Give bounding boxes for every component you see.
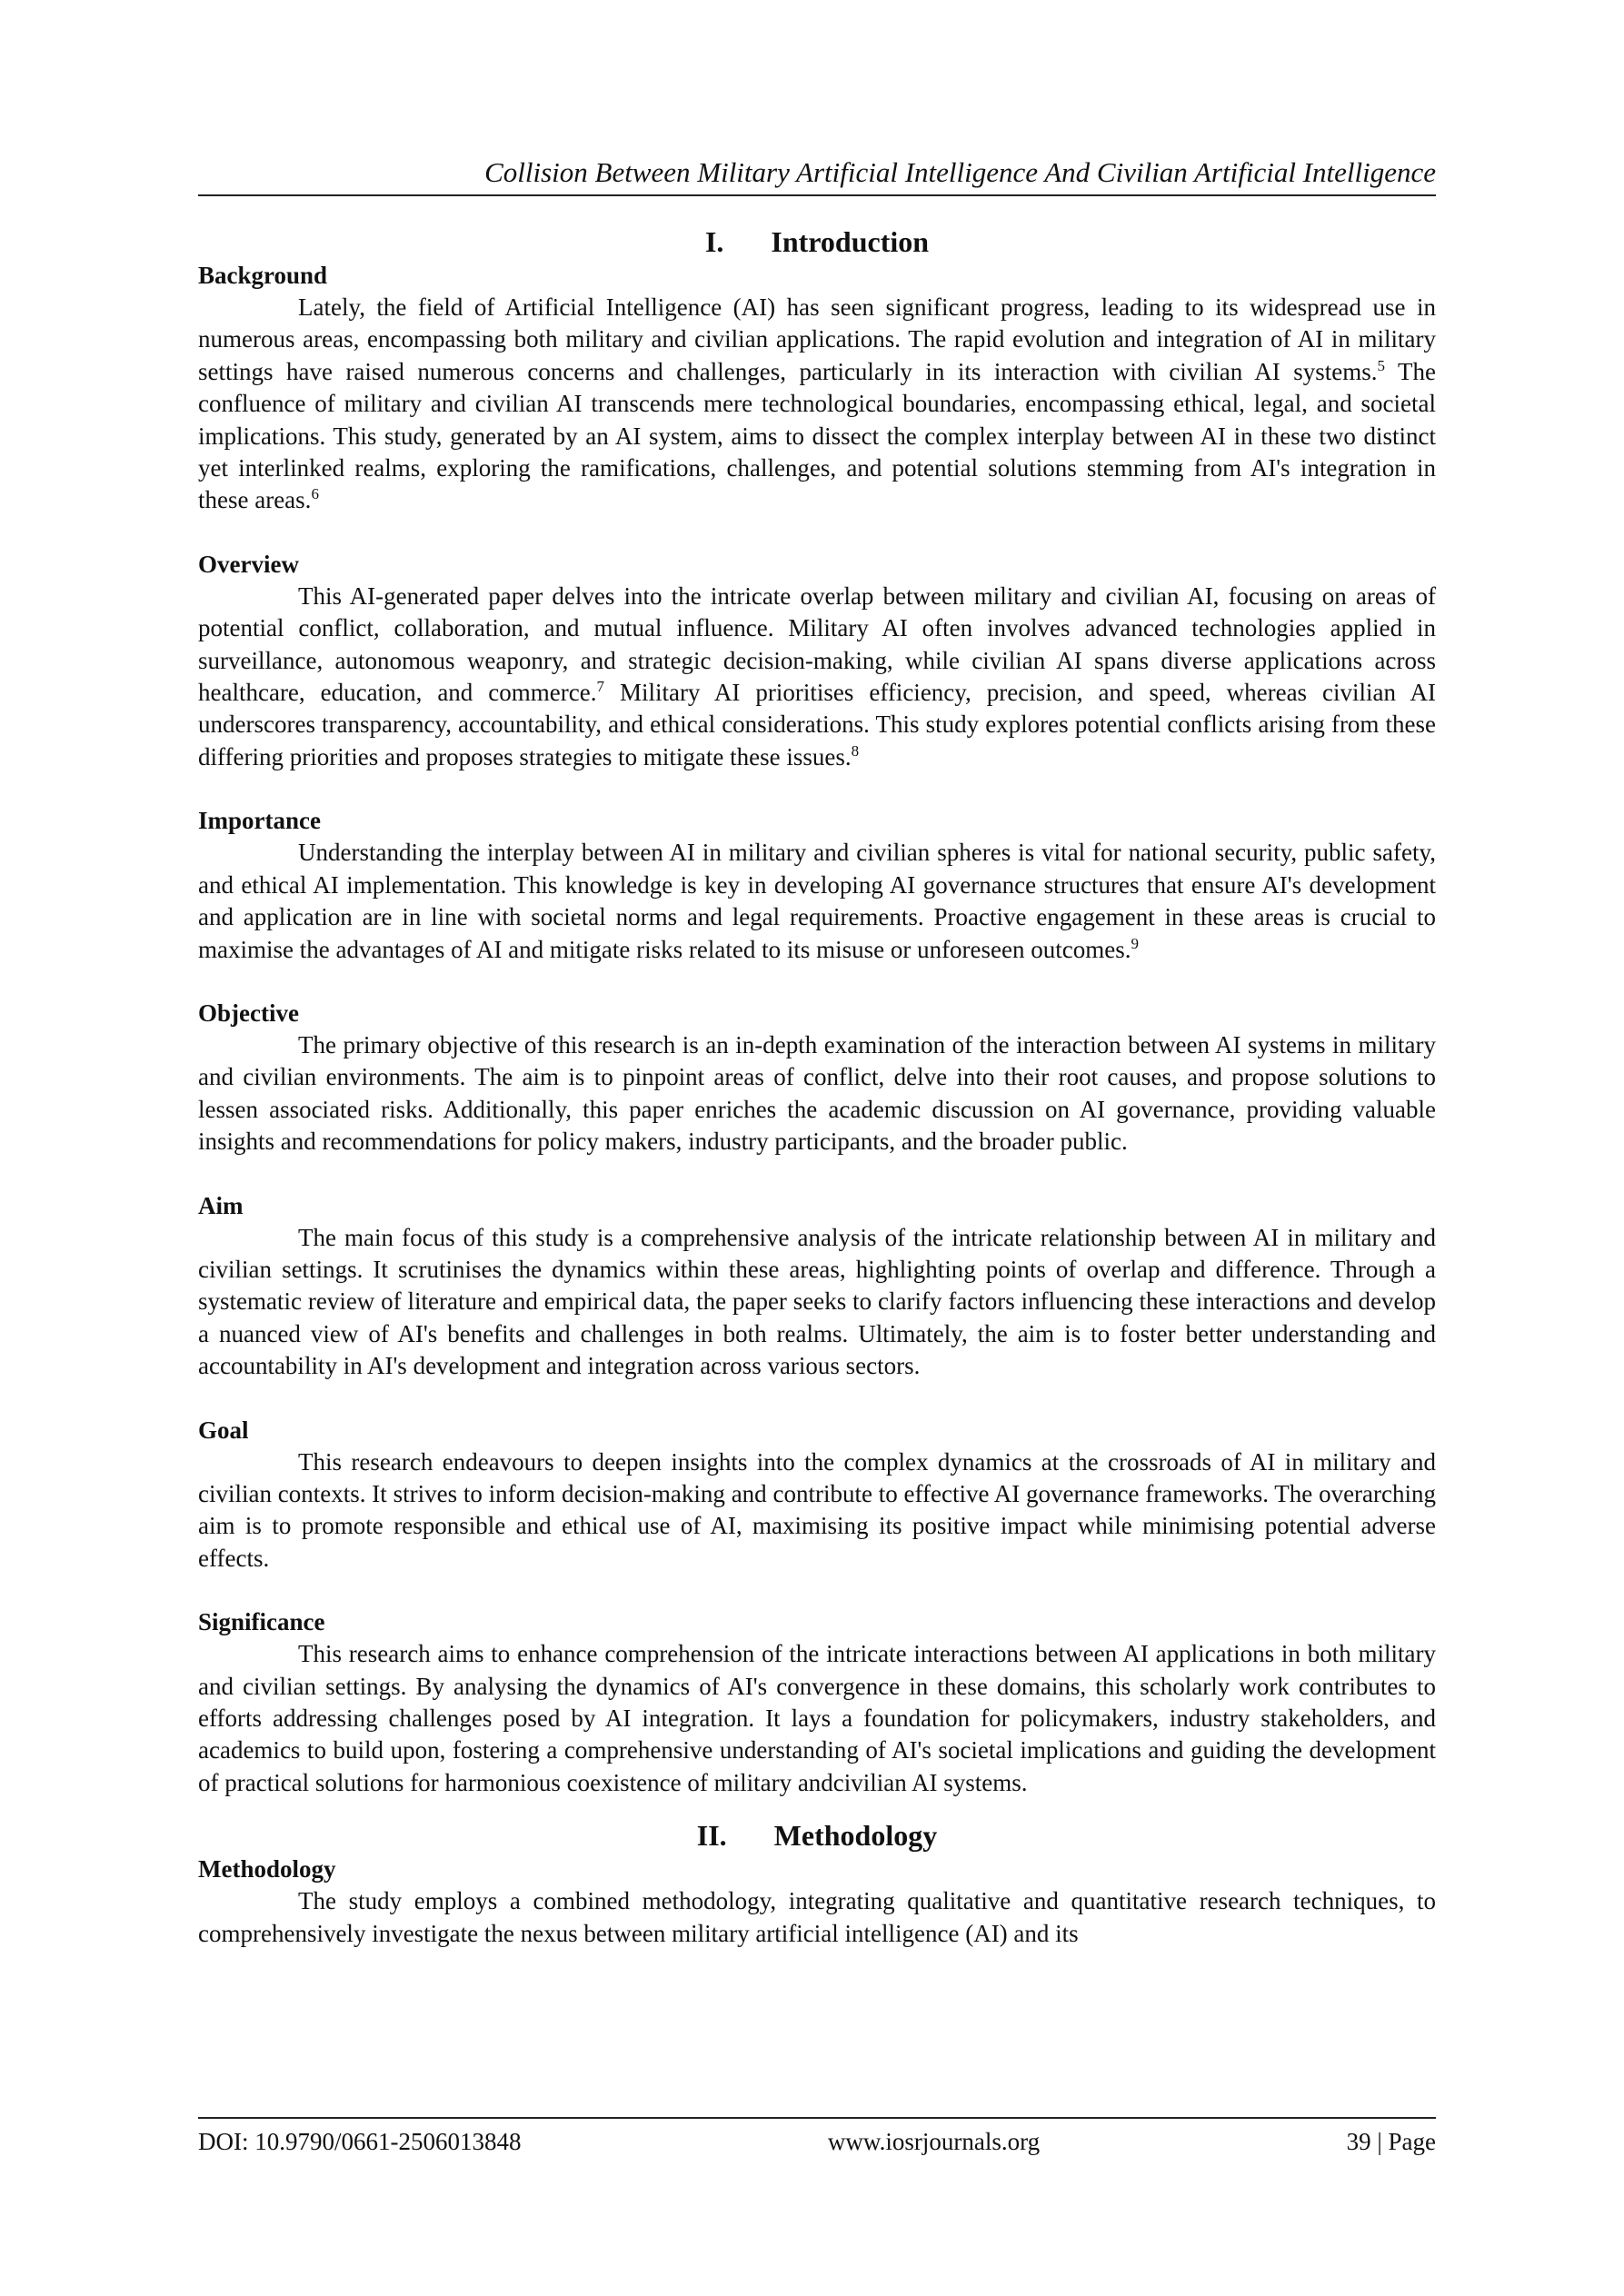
page-content [198, 224, 1436, 1950]
paragraph-text: This AI-generated paper delves into the intricate overlap between military and civilian AI, focusing on areas of potential conflict, collaboration, and mutual influence. Military AI often involves advanced technologies applied in surveillance, autonomous weaponry, and strategic decision-making, while civilian AI spans diverse applications across healthcare, education, and commerce. [198, 581, 1436, 707]
subheading-significance: Significance [198, 1608, 325, 1636]
section-number: II. [696, 1819, 727, 1853]
section-heading-introduction [198, 224, 1436, 260]
paragraph-importance [198, 837, 1436, 966]
paragraph-text: Military AI prioritises efficiency, precision, and speed, whereas civilian AI underscores transparency, accountability, and ethical considerations. This study explores potential conflicts arising from these differing priorities and proposes strategies to mitigate these issues. [198, 679, 1436, 770]
paragraph-background [198, 292, 1436, 517]
page-footer [198, 2117, 1436, 2157]
footnote-ref: 8 [851, 741, 860, 760]
paragraph-objective: The primary objective of this research is an in-depth examination of the interaction between AI systems in military and civilian environments. The aim is to pinpoint areas of conflict, delve into their root causes, and propose solutions to lessen associated risks. Additionally, this paper enriches the academic discussion on AI governance, providing valuable insights and recommendations for policy makers, industry participants, and the broader public. [198, 1030, 1436, 1156]
footnote-ref: 5 [1377, 356, 1386, 374]
subheading-importance: Importance [198, 807, 321, 835]
subheading-methodology: Methodology [198, 1855, 336, 1884]
section-number: I. [704, 225, 724, 258]
paper-page [198, 0, 1436, 2296]
subheading-aim: Aim [198, 1191, 244, 1219]
paragraph-overview [198, 581, 1436, 773]
subheading-objective: Objective [198, 999, 299, 1027]
footnote-ref: 7 [596, 678, 604, 696]
footnote-ref: 6 [311, 485, 319, 503]
subheading-overview: Overview [198, 550, 299, 578]
paragraph-methodology: The study employs a combined methodology, integrating qualitative and quantitative research techniques, to comprehensively investigate the nexus between military artificial intelligence (AI) and its [198, 1887, 1436, 1947]
paragraph-text: Understanding the interplay between AI in military and civilian spheres is vital for national security, public safety, and ethical AI implementation. This knowledge is key in developing AI governance structures that ensure AI's development and application are in line with societal norms and legal requirements. Proactive engagement in these areas is crucial to maximise the advantages of AI and mitigate risks related to its misuse or unforeseen outcomes. [198, 839, 1436, 963]
paragraph-goal: This research endeavours to deepen insights into the complex dynamics at the crossroads of AI in military and civilian contexts. It strives to inform decision-making and contribute to effective AI governance frameworks. The overarching aim is to promote responsible and ethical use of AI, maximising its positive impact while minimising potential adverse effects. [198, 1447, 1436, 1572]
paragraph-text: Lately, the field of Artificial Intelligence (AI) has seen significant progress, leading to its widespread use in numerous areas, encompassing both military and civilian applications. The rapid evolution and integration of AI in military settings have raised numerous concerns and challenges, particularly in its interaction with civilian AI systems. [198, 293, 1436, 385]
paragraph-significance: This research aims to enhance comprehension of the intricate interactions between AI applications in both military and civilian settings. By analysing the dynamics of AI's convergence in these domains, this scholarly work contributes to efforts addressing challenges posed by AI integration. It lays a foundation for policymakers, industry stakeholders, and academics to build upon, fostering a comprehensive understanding of AI's societal implications and guiding the development of practical solutions for harmonious coexistence of military andcivilian AI systems. [198, 1640, 1436, 1796]
paragraph-aim: The main focus of this study is a comprehensive analysis of the intricate relationship between AI in military and civilian settings. It scrutinises the dynamics within these areas, highlighting points of overlap and difference. Through a systematic review of literature and empirical data, the paper seeks to clarify factors influencing these interactions and develop a nuanced view of AI's benefits and challenges in both realms. Ultimately, the aim is to foster better understanding and accountability in AI's development and integration across various sectors. [198, 1223, 1436, 1380]
subheading-background: Background [198, 262, 328, 289]
paragraph-text: The confluence of military and civilian AI transcends mere technological boundaries, encompassing ethical, legal, and societal implications. This study, generated by an AI system, aims to dissect the complex interplay between AI in these two distinct yet interlinked realms, exploring the ramifications, challenges, and potential solutions stemming from AI's integration in these areas. [198, 357, 1436, 514]
section-title: Methodology [773, 1819, 938, 1853]
section-heading-methodology [198, 1817, 1436, 1854]
footer-page-number: 39 | Page [1346, 2128, 1436, 2155]
subheading-goal: Goal [198, 1416, 249, 1444]
footer-doi: DOI: 10.9790/0661-2506013848 [198, 2128, 522, 2155]
running-header: Collision Between Military Artificial Intelligence And Civilian Artificial Intelligence [198, 154, 1436, 196]
section-title: Introduction [771, 225, 930, 258]
footer-website: www.iosrjournals.org [827, 2128, 1041, 2155]
footnote-ref: 9 [1131, 934, 1139, 952]
